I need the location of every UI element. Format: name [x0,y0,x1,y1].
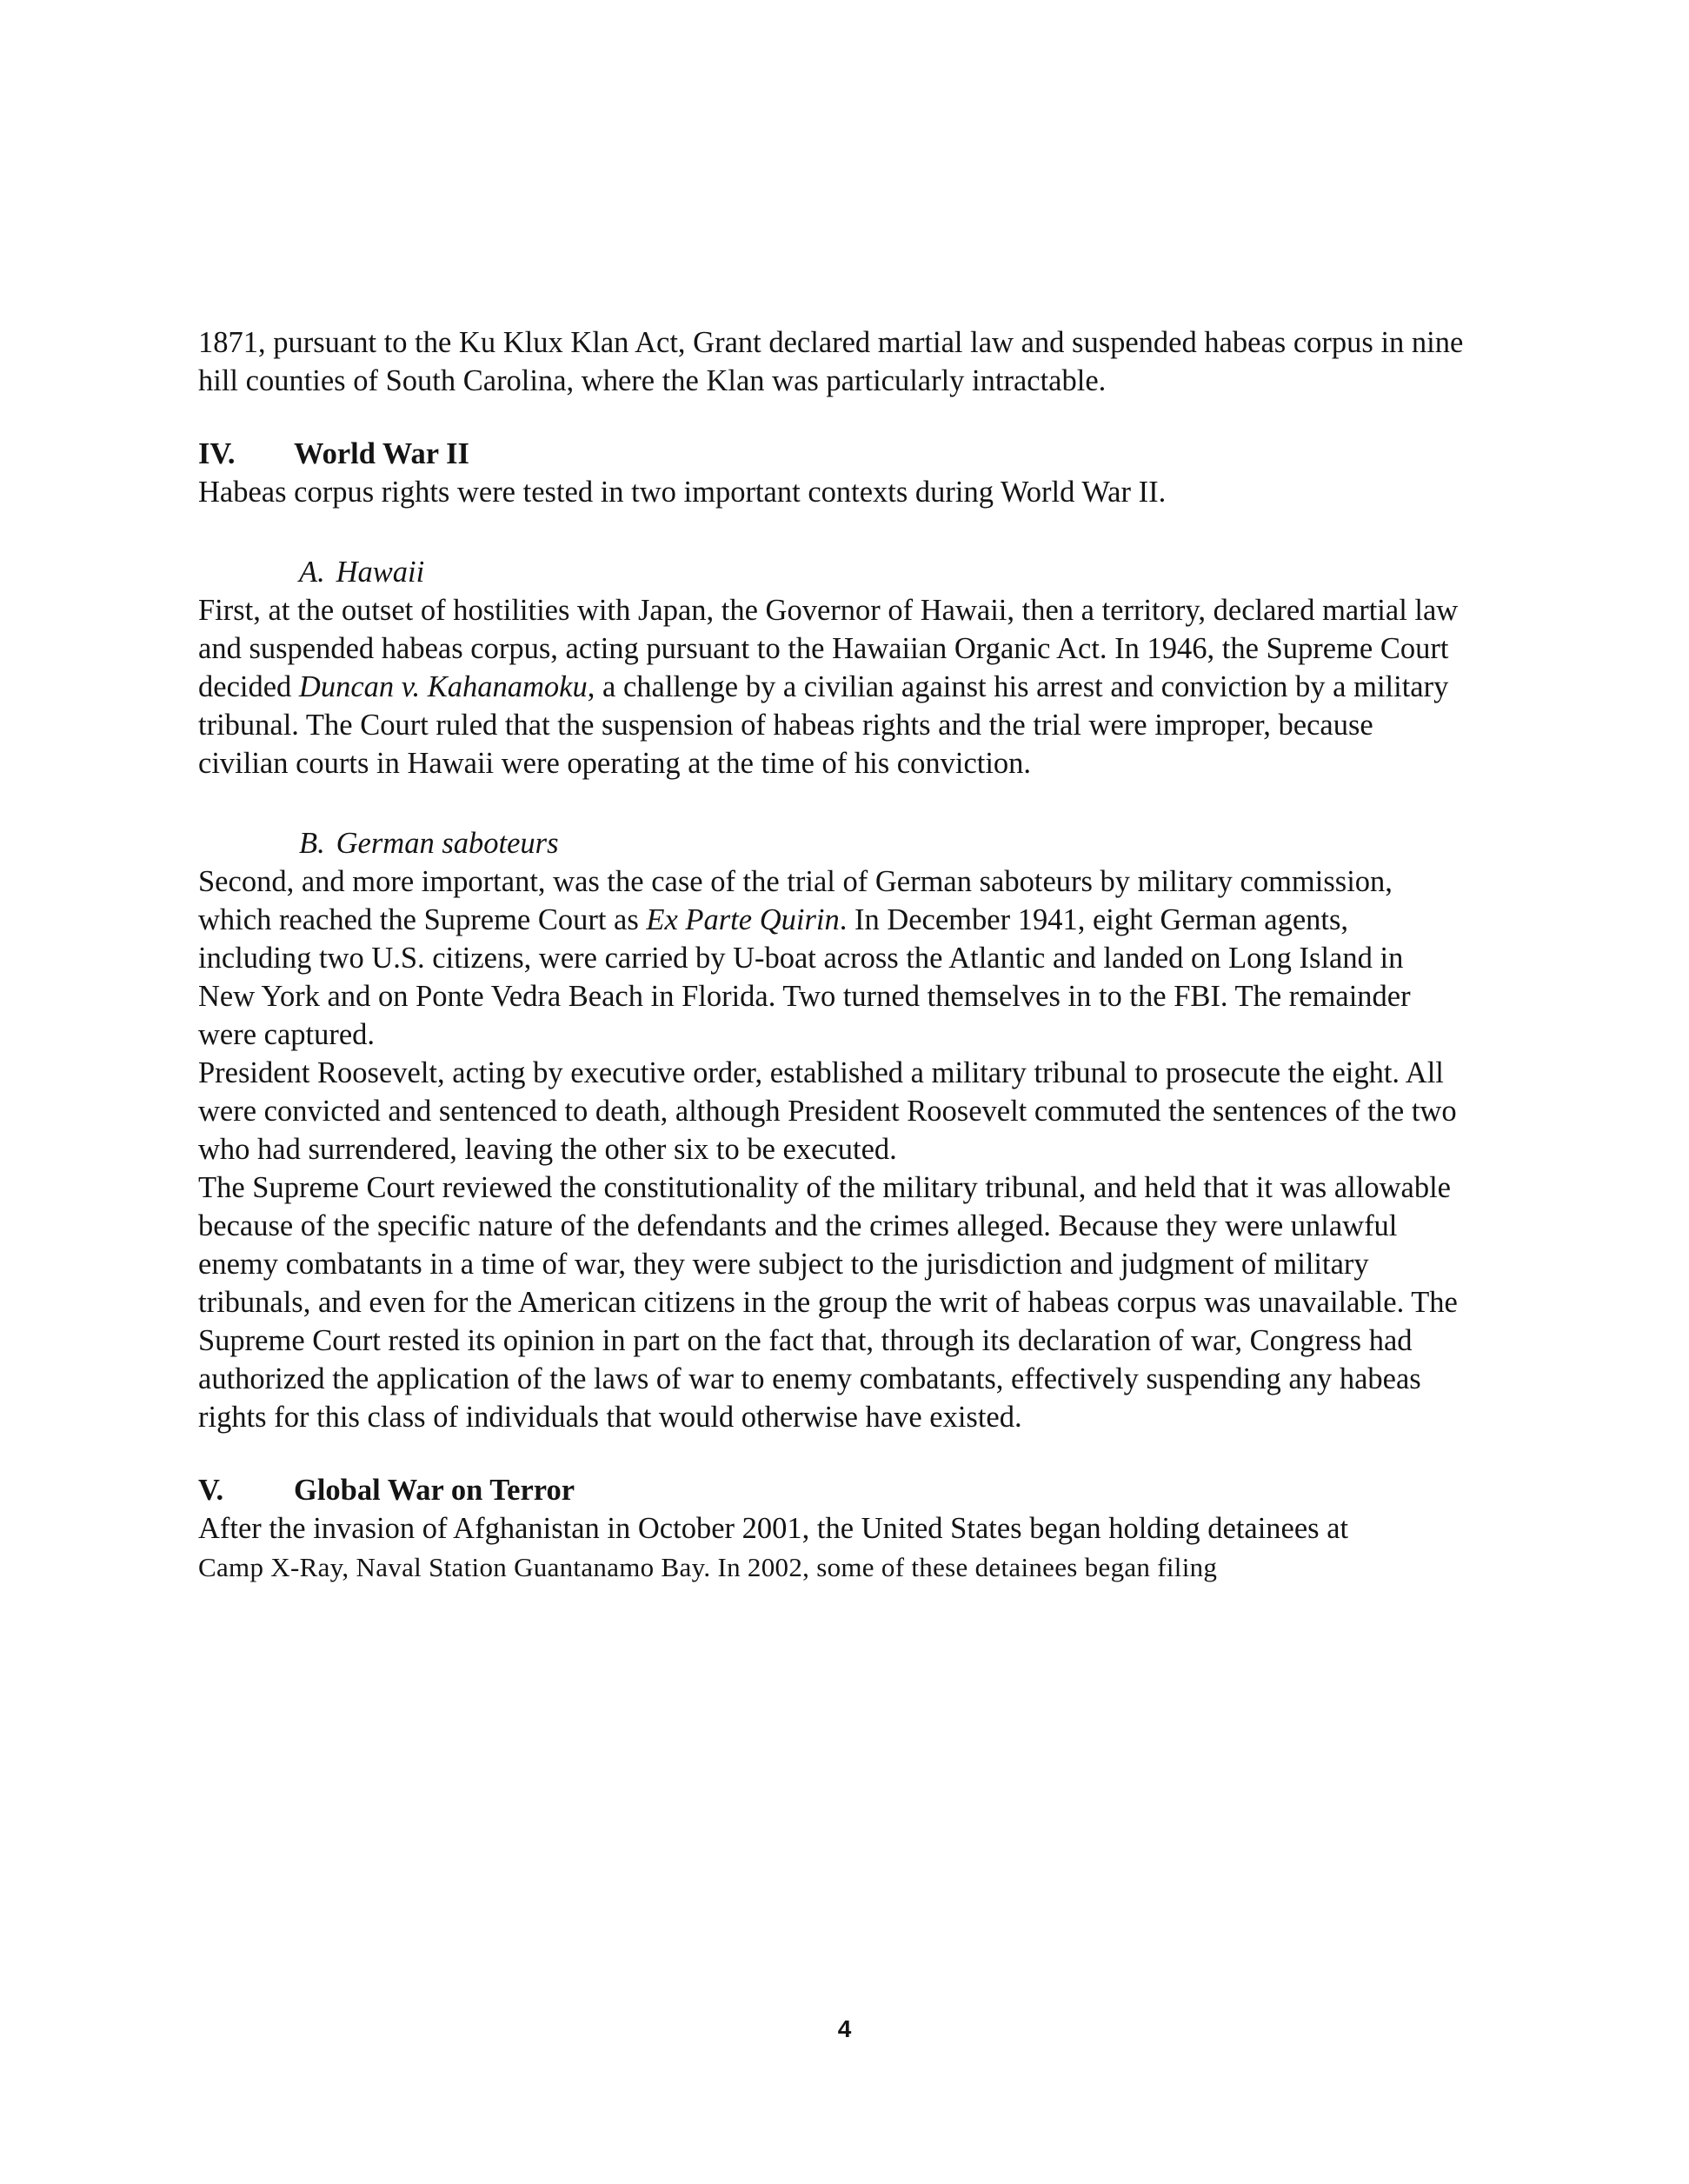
subsection-heading-hawaii [198,553,1467,591]
page-body [198,323,1467,1587]
paragraph-line: After the invasion of Afghanistan in October 2001, the United States began holding detainees at [198,1512,1349,1545]
case-name-duncan: Duncan v. Kahanamoku [298,670,588,703]
paragraph-text: . In December 1941, eight German agents, including two U.S. citizens, were carried by U-boat across the Atlantic and landed on Long Island in New York and on Ponte Vedra Beach in Florida. Two turned themselves in to the FBI. The remainder were captured. [198,903,1411,1051]
section-heading-global-war-on-terror [198,1471,1467,1509]
section-title: World War II [294,437,469,470]
paragraph-supreme-court-review: The Supreme Court reviewed the constitutionality of the military tribunal, and held that it was allowable because of the specific nature of the defendants and the crimes alleged. Because they were unlawful enemy combatants in a time of war, they were subject to the jurisdiction and judgment of military tribunals, and even for the American citizens in the group the writ of habeas corpus was unavailable. The Supreme Court rested its opinion in part on the fact that, through its declaration of war, Congress had authorized the application of the laws of war to enemy combatants, effectively suspending any habeas rights for this class of individuals that would otherwise have existed. [198,1171,1458,1434]
case-name-quirin: Ex Parte Quirin [646,903,840,936]
section-title: Global War on Terror [294,1474,575,1507]
paragraph-german-saboteurs [198,862,1467,1054]
paragraph-text: First, at the outset of hostilities with Japan, the Governor of Hawaii, then a territory, declared martial law and suspended habeas corpus, acting pursuant to the Hawaiian Organic Act. In 1946, the Supreme Court decided [198,594,1459,703]
subsection-letter: B. [299,827,325,860]
subsection-title: Hawaii [336,556,425,589]
paragraph-text: Second, and more important, was the case of the trial of German saboteurs by military commission, which reached the Supreme Court as [198,865,1393,936]
subsection-title: German saboteurs [336,827,559,860]
page-number: 4 [837,2015,852,2042]
paragraph-roosevelt-tribunal: President Roosevelt, acting by executive order, established a military tribunal to prosecute the eight. All were convicted and sentenced to death, although President Roosevelt commuted the sentences of the two who had surrendered, leaving the other six to be executed. [198,1056,1457,1166]
section-number: IV. [198,437,236,470]
paragraph-afghanistan [198,1509,1467,1587]
section-heading-world-war-ii [198,435,1467,473]
paragraph-hawaii [198,591,1467,782]
paragraph-habeas-tested: Habeas corpus rights were tested in two important contexts during World War II. [198,476,1167,509]
subsection-letter: A. [299,556,325,589]
paragraph-ku-klux-klan-act: 1871, pursuant to the Ku Klux Klan Act, Grant declared martial law and suspended habeas corpus in nine hill counties of South Carolina, where the Klan was particularly intractable. [198,326,1464,397]
paragraph-line: Camp X-Ray, Naval Station Guantanamo Bay. In 2002, some of these detainees began filing [198,1552,1218,1582]
paragraph-text: , a challenge by a civilian against his arrest and conviction by a military tribunal. The Court ruled that the suspension of habeas rights and the trial were improper, because civilian courts in Hawaii were operating at the time of his conviction. [198,670,1449,780]
subsection-heading-german-saboteurs [198,824,1467,862]
section-number: V. [198,1474,224,1507]
